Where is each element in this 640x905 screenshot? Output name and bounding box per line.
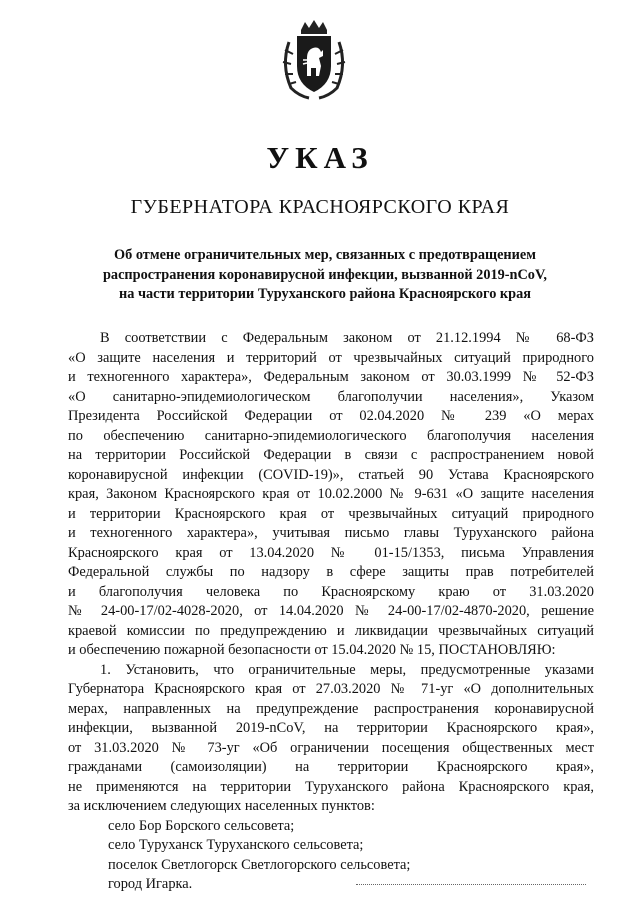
body-line: от 31.03.2020 № 73-уг «Об ограничении посещения общественных мест: [68, 739, 594, 756]
body-line: Губернатора Красноярского края от 27.03.2020 № 71-уг «О дополнительных: [68, 681, 594, 697]
body-line: края, Законом Красноярского края от 10.02.2000 № 9-631 «О защите населения: [68, 486, 594, 502]
settlement-item: село Бор Борского сельсовета;: [108, 817, 295, 834]
krasnoyarsk-coat-of-arms-icon: [279, 20, 349, 100]
body-line: «О защите населения и территорий от чрезвычайных ситуаций природного: [68, 349, 594, 366]
decree-body: [68, 329, 594, 895]
body-line: и техногенного характера», Федеральным законом от 30.03.1999 № 52-ФЗ: [68, 369, 594, 385]
body-line: коронавирусной инфекции (COVID-19)», статьей 90 Устава Красноярского: [68, 466, 594, 483]
body-line: 1. Установить, что ограничительные меры, предусмотренные указами: [100, 661, 594, 678]
body-line: Федеральной службы по надзору в сфере защиты прав потребителей: [68, 564, 594, 580]
body-line: Красноярского края от 13.04.2020 № 01-15/1353, письма Управления: [68, 544, 594, 561]
decree-heading: [70, 245, 580, 304]
body-line: и техногенного характера», учитывая письмо главы Туруханского района: [68, 525, 594, 541]
body-line: и обеспечению пожарной безопасности от 15.04.2020 № 15, ПОСТАНОВЛЯЮ:: [68, 642, 556, 658]
body-line: краевой комиссии по предупреждению и ликвидации чрезвычайных ситуаций: [68, 622, 594, 639]
body-line: гражданами (самоизоляции) на территории Красноярского края»,: [68, 759, 594, 775]
footer-divider: [356, 884, 586, 885]
body-line: № 24-00-17/02-4028-2020, от 14.04.2020 № 24-00-17/02-4870-2020, решение: [68, 603, 594, 619]
body-line: и территории Красноярского края от чрезвычайных ситуаций природного: [68, 505, 594, 522]
body-line: за исключением следующих населенных пунктов:: [68, 798, 375, 814]
settlement-item: поселок Светлогорск Светлогорского сельсовета;: [108, 856, 411, 873]
heading-line: распространения коронавирусной инфекции, вызванной 2019-nCoV,: [102, 266, 548, 283]
body-line: и благополучия человека по Красноярскому краю от 31.03.2020: [68, 583, 594, 600]
body-line: В соответствии с Федеральным законом от 21.12.1994 № 68-ФЗ: [100, 330, 594, 346]
settlement-item: город Игарка.: [108, 876, 193, 892]
body-line: не применяются на территории Туруханского района Красноярского края,: [68, 778, 594, 795]
body-line: Президента Российской Федерации от 02.04.2020 № 239 «О мерах: [68, 408, 594, 424]
body-line: по обеспечению санитарно-эпидемиологического благополучия населения: [68, 427, 594, 444]
body-line: инфекции, вызванной 2019-nCoV, на территории Красноярского края»,: [68, 720, 594, 736]
settlement-item: село Туруханск Туруханского сельсовета;: [108, 837, 364, 853]
body-line: «О санитарно-эпидемиологическом благополучии населения», Указом: [68, 388, 594, 405]
document-title: УКАЗ: [266, 140, 374, 175]
document-subtitle: ГУБЕРНАТОРА КРАСНОЯРСКОГО КРАЯ: [130, 196, 510, 218]
heading-line: на части территории Туруханского района Красноярского края: [118, 286, 531, 302]
heading-line: Об отмене ограничительных мер, связанных с предотвращением: [114, 247, 536, 263]
body-line: мерах, направленных на предупреждение распространения коронавирусной: [68, 700, 594, 717]
body-line: на территории Российской Федерации в связи с распространением новой: [68, 447, 594, 463]
